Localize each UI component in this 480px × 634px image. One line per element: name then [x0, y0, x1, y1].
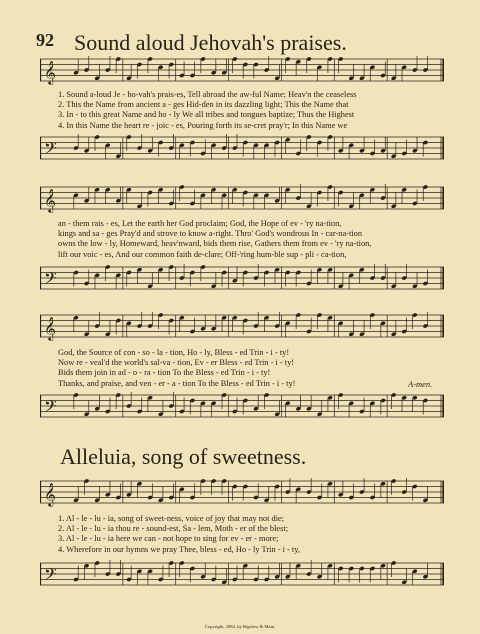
- svg-text:𝄞: 𝄞: [44, 188, 56, 212]
- lyric-line: Now re - veal'd the world's sal-va - tion, Ev - er Bless - ed Trin - i - ty!: [58, 358, 295, 368]
- svg-text:𝄢: 𝄢: [44, 396, 57, 420]
- bass-staff-4: [40, 560, 444, 590]
- bass-staff-3: [40, 392, 444, 422]
- svg-text:𝄢: 𝄢: [44, 138, 57, 162]
- lyric-line: 1. Sound a-loud Je - ho-vah's prais-es, Tell abroad the aw-ful Name; Heav'n the ceaseless: [58, 90, 357, 99]
- lyric-line: lift our voic - es, And our common faith de-clare; Off-'ring hum-ble sup - pli - ca-tion,: [58, 249, 347, 259]
- lyric-line: 4. Wherefore in our hymns we pray Thee, bless - ed, Ho - ly Trin - i - ty,: [58, 544, 300, 554]
- lyric-line: God, the Source of con - so - la - tion, Ho - ly, Bless - ed Trin - i - ty!: [58, 348, 290, 357]
- lyric-line: 3. Al - le - lu - ia here we can - not hope to sing for ev - er - more;: [58, 534, 279, 544]
- lyric-line: 1. Al - le - lu - ia, song of sweet-ness, voice of joy that may not die;: [58, 514, 285, 523]
- lyric-line: 3. In - to this great Name and ho - ly We all tribes and tongues baptize; Thus the Highest: [58, 110, 355, 120]
- hymn-title-sound-aloud: Sound aloud Jehovah's praises.: [74, 30, 347, 55]
- lyric-line: 4. In this Name the heart re - joic - es, Pouring forth its se-cret pray'r; In this Name we: [58, 120, 348, 130]
- lyric-line: Thanks, and praise, and ven - er - a - tion To the Bless - ed Trin - i - ty!: [58, 378, 296, 388]
- bass-staff-2: [40, 264, 444, 294]
- bass-staff-1: [40, 134, 444, 164]
- svg-text:𝄞: 𝄞: [44, 482, 56, 506]
- lyrics-block-3: [58, 348, 408, 389]
- svg-text:𝄞: 𝄞: [44, 60, 56, 84]
- amen-label: A-men.: [408, 379, 433, 389]
- lyric-line: owns the low - ly, Homeward, heav'nward, bids them rise, Gathers them from ev - 'ry na-tion,: [58, 239, 372, 249]
- svg-text:𝄢: 𝄢: [44, 564, 57, 588]
- treble-staff-1: [40, 56, 444, 86]
- treble-staff-4: [40, 478, 444, 508]
- lyric-line: 2. Al - le - lu - ia thou re - sound-est, Sa - lem, Moth - er of the blest;: [58, 524, 289, 534]
- treble-staff-3: [40, 312, 444, 342]
- lyrics-block-1: [58, 90, 446, 131]
- lyric-line: an - them rais - es, Let the earth her God proclaim; God, the Hope of ev - 'ry na-tion,: [58, 219, 342, 228]
- lyrics-block-4: [58, 514, 446, 555]
- lyric-line: Bids them join in ad - o - ra - tion To the Bless - ed Trin - i - ty!: [58, 368, 271, 378]
- treble-staff-2: [40, 184, 444, 214]
- lyric-line: 2. This the Name from ancient a - ges Hid-den in its dazzling light; This the Name that: [58, 100, 349, 110]
- page-number: 92: [36, 30, 54, 50]
- copyright-notice: Copyright, 1882, by Bigelow & Main.: [204, 624, 276, 629]
- lyrics-block-2: [58, 219, 446, 260]
- svg-text:𝄞: 𝄞: [44, 316, 56, 340]
- lyric-line: kings and sa - ges Pray'd and strove to know a-right. Thro' God's wondrous In - car-na-tion: [58, 229, 363, 239]
- svg-text:𝄢: 𝄢: [44, 268, 57, 292]
- hymn-title-alleluia: Alleluia, song of sweetness.: [60, 444, 307, 469]
